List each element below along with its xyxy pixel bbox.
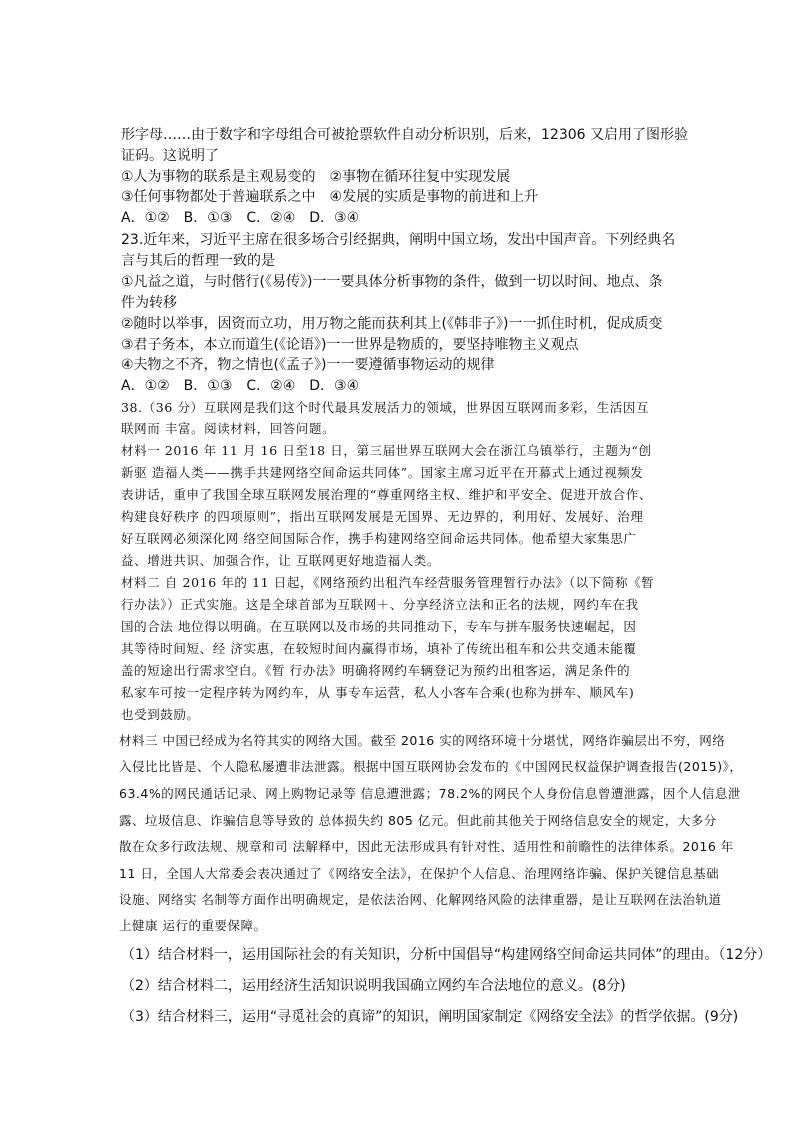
q23-option-4: ④夫物之不齐，物之情也(《孟子》)一一要遵循事物运动的规律	[121, 357, 495, 373]
q38-intro-line2: 联网而 丰富。阅读材料，回答问题。	[121, 421, 336, 436]
material2-line: 材料二 自 2016 年的 11 日起，《网络预约出租汽车经营服务管理暂行办法》（以下简称《暂	[121, 575, 655, 590]
sub-question-1: （1）结合材料一，运用国际社会的有关知识，分析中国倡导“构建网络空间命运共同体”的理由。（12分）	[121, 947, 772, 963]
material3-line: 设施、网络实 名制等方面作出明确规定，是依法治网、化解网络风险的法律重器，是让互联网在法治轨道	[119, 892, 722, 907]
material3-line: 入侵比比皆是、个人隐私屡遭非法泄露。根据中国互联网协会发布的《中国网民权益保护调查报告(2015)》，	[119, 759, 743, 774]
material2-line: 盖的短途出行需求空白。《暂 行办法》明确将网约车辆登记为预约出租客运，满足条件的	[121, 663, 631, 678]
material2-line: 其等待时间短、经 济实惠，在较短时间内赢得市场，填补了传统出租车和公共交通未能覆	[121, 641, 637, 656]
q38-intro-line1: 38.（36 分）互联网是我们这个时代最具发展活力的领域，世界因互联网而多彩，生活因互	[121, 400, 650, 415]
material2-line: 私家车可按一定程序转为网约车，从 事专车运营，私人小客车合乘(也称为拼车、顺风车)	[121, 685, 635, 700]
material3-line: 63.4%的网民通话记录、网上购物记录等 信息遭泄露；78.2%的网民个人身份信息曾遭泄露，因个人信息泄	[119, 786, 741, 801]
sub-question-3: （3）结合材料三，运用“寻觅社会的真谛”的知识，阐明国家制定《网络安全法》的哲学依据。(9分)	[121, 1009, 739, 1025]
q23-stem-line2: 言与其后的哲理一致的是	[121, 253, 275, 269]
q22-options-2: ③任何事物都处于普遍联系之中 ④发展的实质是事物的前进和上升	[121, 189, 539, 205]
material3-line: 散在众多行政法规、规章和司 法解释中，因此无法形成具有针对性、适用性和前瞻性的法律体系。2016 年	[119, 839, 734, 854]
material2-line: 也受到鼓励。	[121, 707, 200, 722]
material1-line: 好互联网必须深化网 络空间国际合作，携手构建网络空间命运共同体。他希望大家集思广	[121, 531, 637, 546]
material3-line: 上健康 运行的重要保障。	[119, 918, 267, 933]
sub-question-2: （2）结合材料二，运用经济生活知识说明我国确立网约车合法地位的意义。(8分)	[121, 978, 626, 994]
q22-options-1: ①人为事物的联系是主观易变的 ②事物在循环往复中实现发展	[121, 169, 511, 185]
q23-option-1a: ①凡益之道，与时偕行(《易传》)一一要具体分析事物的条件，做到一切以时间、地点、条	[121, 274, 663, 290]
q23-option-2: ②随时以举事，因资而立功，用万物之能而获利其上(《韩非子》)一一抓住时机，促成质变	[121, 316, 663, 332]
q23-stem-line1: 23.近年来，习近平主席在很多场合引经据典，阐明中国立场，发出中国声音。下列经典名	[121, 232, 676, 248]
q23-option-3: ③君子务本，本立而道生(《论语》)一一世界是物质的，要坚持唯物主义观点	[121, 337, 579, 353]
q23-option-1b: 件为转移	[121, 295, 177, 311]
material1-line: 构建良好秩序 的四项原则”，指出互联网发展是无国界、无边界的，利用好、发展好、治理	[121, 509, 644, 524]
material1-line: 材料一 2016 年 11 月 16 日至18 日，第三届世界互联网大会在浙江乌镇举行，主题为“创	[121, 443, 652, 458]
q22-stem-line1: 形字母……由于数字和字母组合可被抢票软件自动分析识别，后来，12306 又启用了图形验	[121, 127, 688, 143]
material1-line: 新驱 造福人类——携手共建网络空间命运共同体”。国家主席习近平在开幕式上通过视频发	[121, 465, 644, 480]
material1-line: 益、增进共识、加强合作，让 互联网更好地造福人类。	[121, 553, 440, 568]
q22-choices: A．①② B．①③ C．②④ D．③④	[121, 210, 360, 226]
material2-line: 行办法》）正式实施。这是全球首部为互联网＋、分享经济立法和正名的法规，网约车在我	[121, 597, 639, 612]
q23-choices: A．①② B．①③ C．②④ D．③④	[121, 378, 360, 394]
material3-line: 材料三 中国已经成为名符其实的网络大国。截至 2016 实的网络环境十分堪忧，网络诈骗层出不穷，网络	[119, 733, 726, 748]
material3-line: 露、垃圾信息、诈骗信息等导致的 总体损失约 805 亿元。但此前其他关于网络信息安全的规定，大多分	[119, 813, 717, 828]
material2-line: 国的合法 地位得以明确。在互联网以及市场的共同推动下，专车与拼车服务快速崛起，因	[121, 619, 637, 634]
material1-line: 表讲话，重申了我国全球互联网发展治理的“尊重网络主权、维护和平安全、促进开放合作、	[121, 487, 652, 502]
q22-stem-line2: 证码。这说明了	[121, 148, 219, 164]
material3-line: 11 日，全国人大常委会表决通过了《网络安全法》，在保护个人信息、治理网络诈骗、保护关键信息基础	[119, 866, 720, 881]
